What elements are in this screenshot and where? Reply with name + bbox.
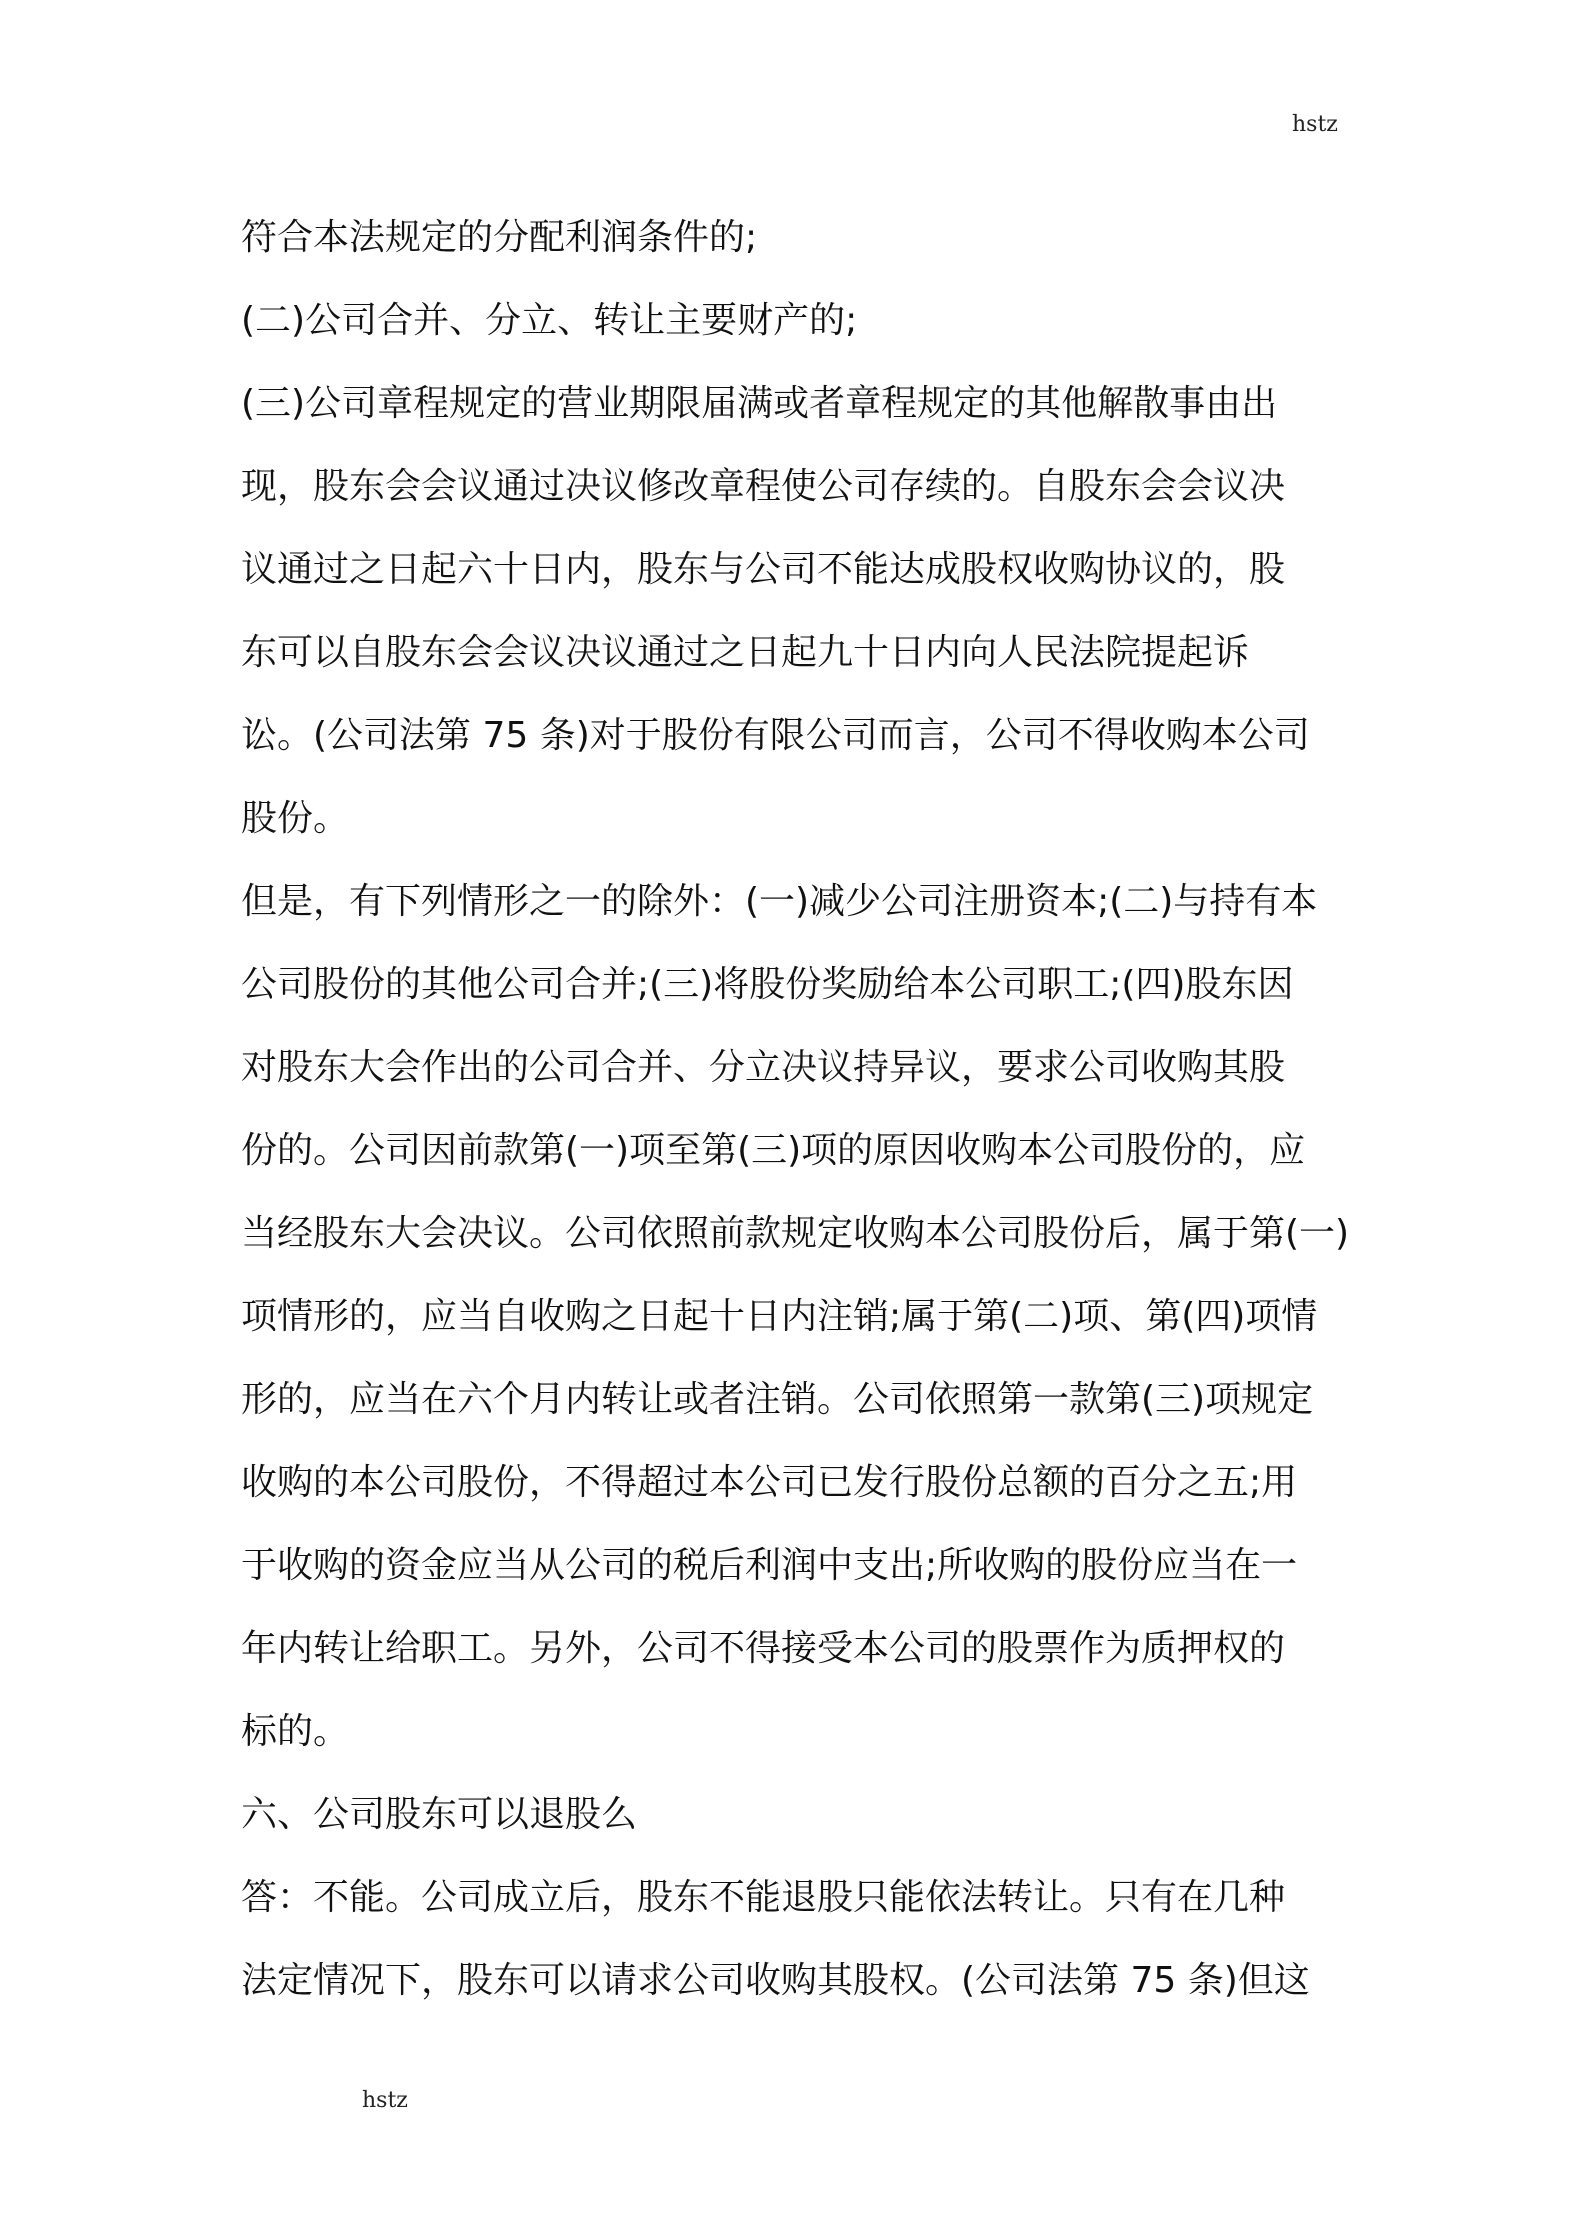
text-line: 股份。 [241, 798, 350, 839]
text-line: 对股东大会作出的公司合并、分立决议持异议，要求公司收购其股 [241, 1047, 1286, 1088]
text-line: 年内转让给职工。另外，公司不得接受本公司的股票作为质押权的 [241, 1628, 1286, 1669]
text-line: 现，股东会会议通过决议修改章程使公司存续的。自股东会会议决 [241, 466, 1286, 507]
text-line: 符合本法规定的分配利润条件的; [241, 217, 758, 258]
text-line: (二)公司合并、分立、转让主要财产的; [241, 300, 858, 341]
text-line: (三)公司章程规定的营业期限届满或者章程规定的其他解散事由出 [241, 383, 1278, 424]
text-line: 东可以自股东会会议决议通过之日起九十日内向人民法院提起诉 [241, 632, 1250, 673]
footer-mark: hstz [362, 2088, 408, 2113]
text-line: 项情形的，应当自收购之日起十日内注销;属于第(二)项、第(四)项情 [241, 1296, 1318, 1337]
text-line: 收购的本公司股份，不得超过本公司已发行股份总额的百分之五;用 [241, 1462, 1298, 1503]
text-line: 法定情况下，股东可以请求公司收购其股权。(公司法第 75 条)但这 [241, 1960, 1310, 2001]
text-line: 公司股份的其他公司合并;(三)将股份奖励给本公司职工;(四)股东因 [241, 964, 1294, 1005]
text-line: 当经股东大会决议。公司依照前款规定收购本公司股份后，属于第(一) [241, 1213, 1350, 1254]
text-line: 但是，有下列情形之一的除外：(一)减少公司注册资本;(二)与持有本 [241, 881, 1318, 922]
text-line: 讼。(公司法第 75 条)对于股份有限公司而言，公司不得收购本公司 [241, 715, 1310, 756]
text-line: 标的。 [241, 1711, 350, 1752]
text-line: 份的。公司因前款第(一)项至第(三)项的原因收购本公司股份的，应 [241, 1130, 1306, 1171]
text-line: 形的，应当在六个月内转让或者注销。公司依照第一款第(三)项规定 [241, 1379, 1314, 1420]
section-heading: 六、公司股东可以退股么 [241, 1794, 638, 1835]
text-line: 议通过之日起六十日内，股东与公司不能达成股权收购协议的，股 [241, 549, 1286, 590]
text-line: 答：不能。公司成立后，股东不能退股只能依法转让。只有在几种 [241, 1877, 1286, 1918]
header-mark: hstz [1292, 112, 1338, 137]
body-text [241, 196, 1361, 2022]
text-line: 于收购的资金应当从公司的税后利润中支出;所收购的股份应当在一 [241, 1545, 1298, 1586]
